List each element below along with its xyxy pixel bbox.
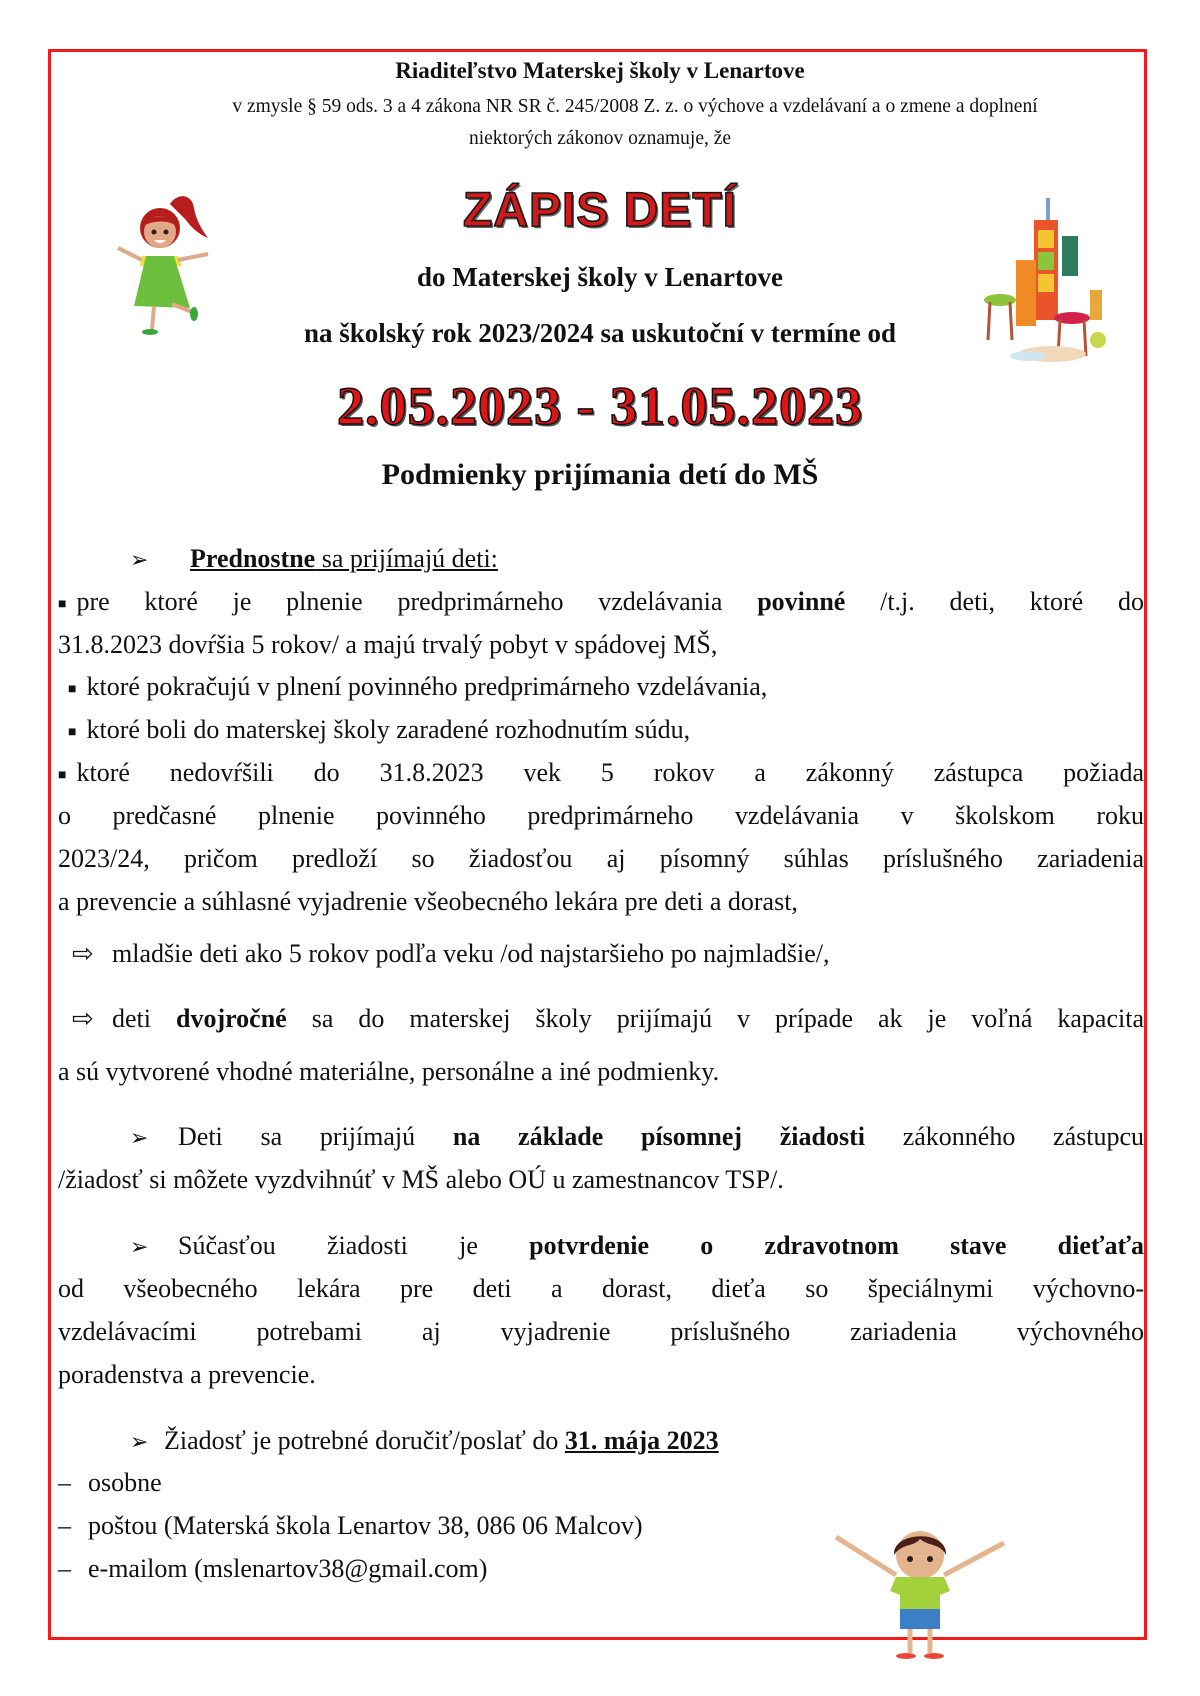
item-text: sa do materskej školy prijímajú v prípade ak je voľná kapacita (286, 1004, 1144, 1033)
delivery-method-1 (58, 1461, 1144, 1504)
arrowhead-bullet-icon: ➢ (130, 1234, 149, 1259)
item-bold: na základe písomnej žiadosti (452, 1122, 865, 1151)
priority-item-4-line4: a prevencie a súhlasné vyjadrenie všeobecného lekára pre deti a dorast, (58, 887, 798, 916)
priority-item-3 (58, 708, 1154, 754)
priority-lead-rest: sa prijímajú deti: (315, 544, 498, 573)
two-year-olds-item (58, 997, 1144, 1040)
square-bullet-icon: ■ (58, 596, 67, 612)
item-text: e-mailom (mslenartov38@gmail.com) (88, 1554, 488, 1583)
item-text: Deti sa prijímajú (178, 1122, 453, 1151)
subtitle-school-year: na školský rok 2023/2024 sa uskutoční v termíne od (303, 318, 897, 348)
health-paragraph-line4: poradenstva a prevencie. (58, 1360, 316, 1389)
application-paragraph (58, 1115, 1144, 1159)
priority-item-4-line3: 2023/24, pričom predloží so žiadosťou aj písomný súhlas príslušného zariadenia (58, 844, 1144, 873)
priority-item-4 (58, 751, 1144, 797)
application-paragraph-cont: /žiadosť si môžete vyzdvihnúť v MŠ alebo OÚ u zamestnancov TSP/. (58, 1165, 784, 1194)
two-year-olds-item-cont: a sú vytvorené vhodné materiálne, personálne a iné podmienky. (58, 1057, 720, 1086)
headline: ZÁPIS DETÍ (462, 184, 738, 237)
item-text: mladšie deti ako 5 rokov podľa veku /od najstaršieho po najmladšie/, (112, 939, 830, 968)
item-text: zákonného zástupcu (865, 1122, 1144, 1151)
boy-illustration (830, 1525, 1010, 1665)
right-arrow-icon: ⇨ (72, 939, 94, 968)
item-text: osobne (88, 1468, 162, 1497)
item-text: poštou (Materská škola Lenartov 38, 086 06 Malcov) (88, 1511, 643, 1540)
enrollment-date-range: 2.05.2023 - 31.05.2023 (337, 376, 863, 436)
health-paragraph (58, 1224, 1144, 1268)
header-title: Riaditeľstvo Materskej školy v Lenartove (395, 58, 805, 83)
younger-children-item (58, 932, 1158, 975)
dash-bullet: – (58, 1554, 71, 1583)
item-text: ktoré nedovŕšili do 31.8.2023 vek 5 rokov a zákonný zástupca požiada (76, 758, 1144, 787)
arrowhead-bullet-icon: ➢ (130, 547, 149, 572)
right-arrow-icon: ⇨ (72, 1004, 94, 1033)
item-text: ktoré boli do materskej školy zaradené rozhodnutím súdu, (86, 715, 691, 744)
conditions-title: Podmienky prijímania detí do MŠ (381, 458, 819, 491)
header-legal-line: v zmysle § 59 ods. 3 a 4 zákona NR SR č. 245/2008 Z. z. o výchove a vzdelávaní a o zmene a doplnení (232, 96, 1038, 117)
health-paragraph-line2: od všeobecného lekára pre deti a dorast, dieťa so špeciálnymi výchovno- (58, 1274, 1144, 1303)
priority-item-2 (58, 665, 1154, 711)
item-bold: potvrdenie o zdravotnom stave dieťaťa (529, 1231, 1144, 1260)
item-text: /t.j. deti, ktoré do (845, 587, 1144, 616)
item-text: Žiadosť je potrebné doručiť/poslať do (164, 1426, 565, 1455)
dash-bullet: – (58, 1468, 71, 1497)
deadline-date: 31. mája 2023 (564, 1426, 719, 1455)
item-bold: dvojročné (175, 1004, 287, 1033)
item-text: deti (112, 1004, 176, 1033)
deadline-paragraph (58, 1419, 1144, 1463)
header-legal-line-2: niektorých zákonov oznamuje, že (468, 128, 732, 149)
subtitle-school: do Materskej školy v Lenartove (417, 262, 783, 292)
item-bold: povinné (757, 587, 846, 616)
dash-bullet: – (58, 1511, 71, 1540)
priority-item-1 (58, 580, 1144, 626)
arrowhead-bullet-icon: ➢ (130, 1125, 149, 1150)
health-paragraph-line3: vzdelávacími potrebami aj vyjadrenie príslušného zariadenia výchovného (58, 1317, 1144, 1346)
priority-heading (58, 537, 1144, 581)
square-bullet-icon: ■ (68, 724, 77, 740)
item-text: ktoré pokračujú v plnení povinného predprimárneho vzdelávania, (86, 672, 768, 701)
arrowhead-bullet-icon: ➢ (130, 1429, 149, 1454)
item-text: Súčasťou žiadosti je (178, 1231, 530, 1260)
priority-item-1-cont: 31.8.2023 dovŕšia 5 rokov/ a majú trvalý pobyt v spádovej MŠ, (58, 630, 718, 659)
item-text: pre ktoré je plnenie predprimárneho vzdelávania (76, 587, 758, 616)
square-bullet-icon: ■ (68, 681, 77, 697)
priority-item-4-line2: o predčasné plnenie povinného predprimárneho vzdelávania v školskom roku (58, 801, 1144, 830)
square-bullet-icon: ■ (58, 767, 67, 783)
priority-lead-bold: Prednostne (190, 544, 316, 573)
